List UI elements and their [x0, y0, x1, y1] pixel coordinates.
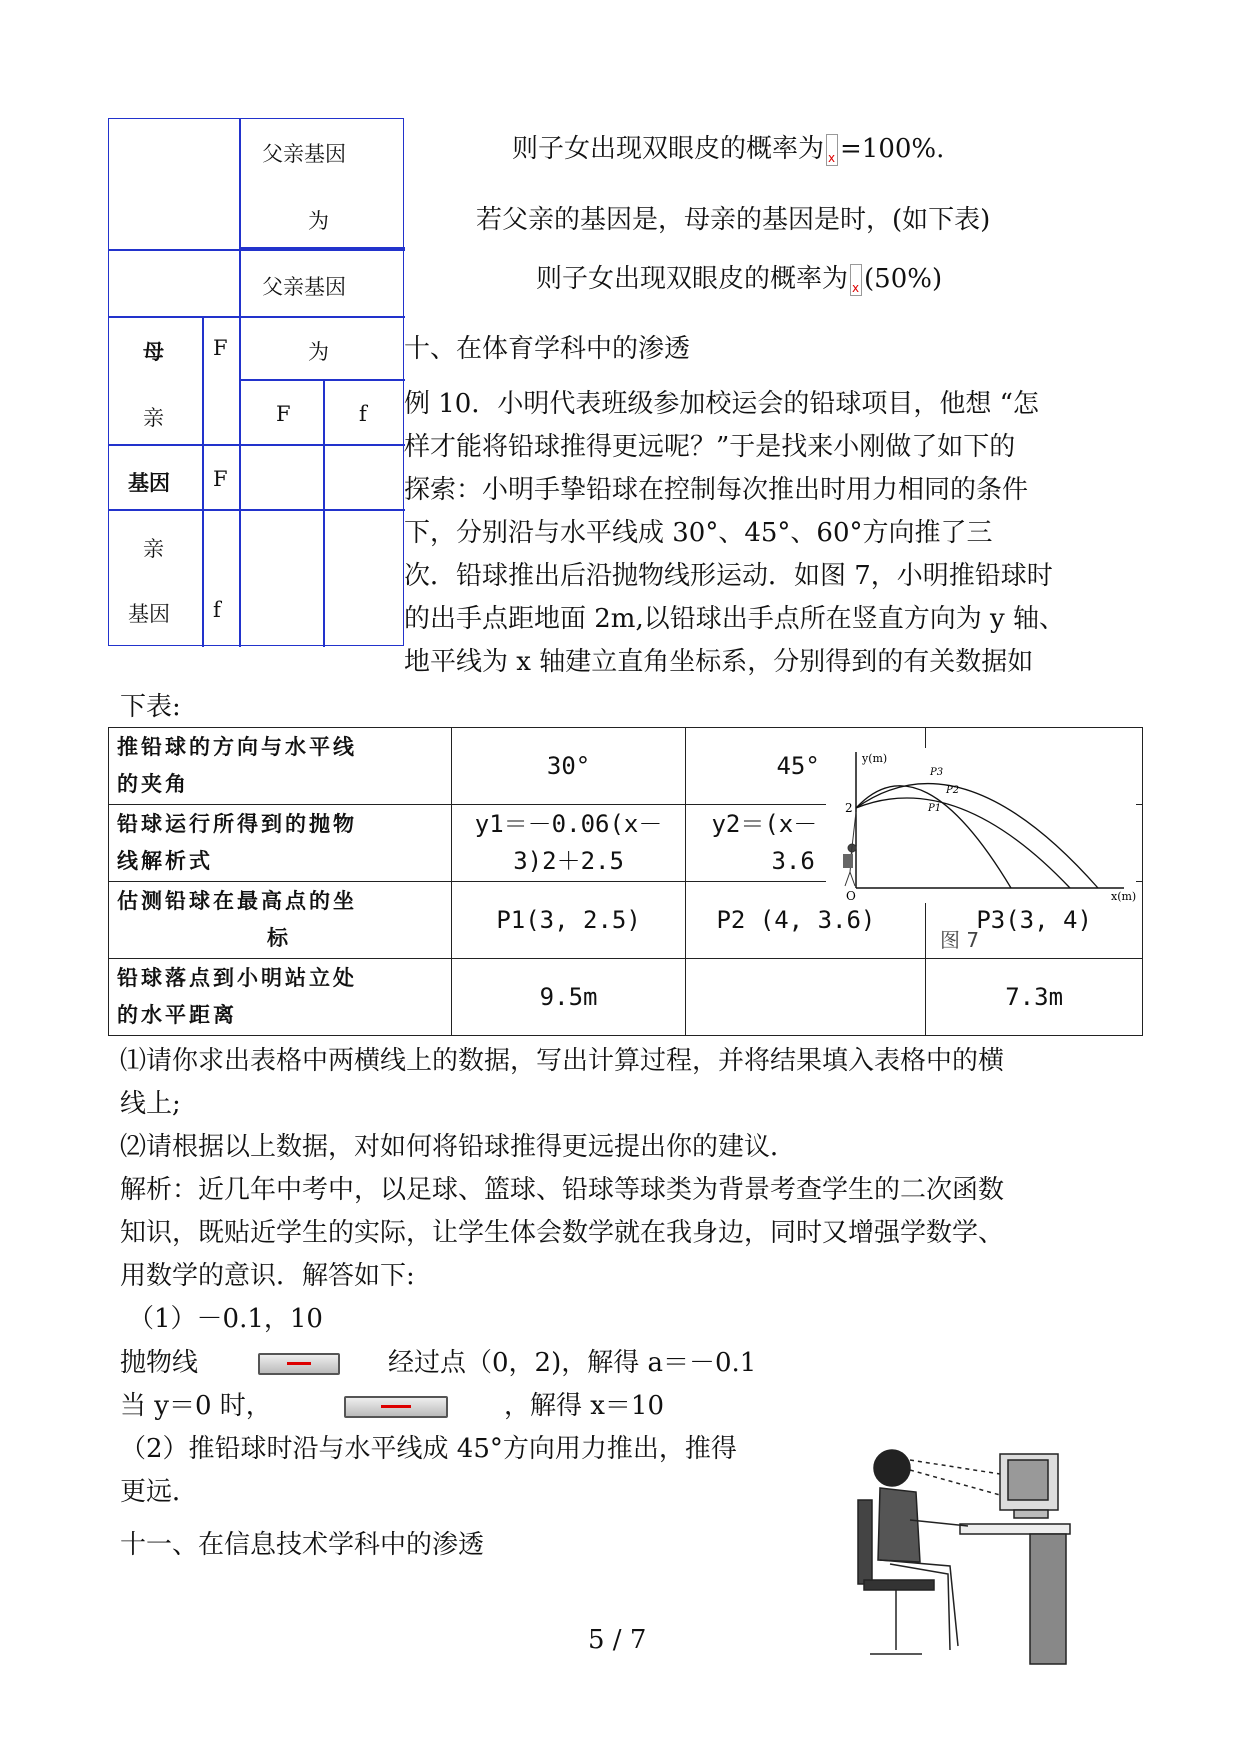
cell [686, 959, 926, 1036]
mother-label-3: 基因 [128, 471, 170, 495]
parabola-label: 抛物线 [120, 1348, 199, 1378]
cell: P3(3, 4) [926, 882, 1143, 959]
gene-table [108, 118, 404, 646]
cell: y2＝(x－ 3.6 [686, 805, 926, 882]
cell: P1(3, 2.5) [451, 882, 686, 959]
father-gene-header-2-suffix: 为 [308, 340, 329, 364]
cell: 30° [451, 728, 686, 805]
example-line: 的出手点距地面 2m,以铅球出手点所在竖直方向为 y 轴、 [404, 604, 1065, 634]
page-number: 5 / 7 [588, 1625, 647, 1655]
y-axis-label: y(m) [862, 752, 888, 765]
parent-genes-line: 若父亲的基因是，母亲的基因是时，(如下表) [476, 205, 991, 235]
probability-line-1-value: =100%. [840, 134, 945, 164]
probability-line-2 [536, 262, 942, 296]
example-10-text [404, 383, 1144, 684]
parabola-result: 经过点（0，2)，解得 a＝－0.1 [388, 1348, 757, 1378]
mother-label-5: 基因 [128, 602, 170, 626]
point-label: P2 [946, 785, 960, 796]
probability-line-1 [512, 132, 944, 166]
figure-7-parabolas [826, 748, 1136, 903]
row-label: 铅球运行所得到的抛物 线解析式 [109, 805, 452, 882]
section-11-title: 十一、在信息技术学科中的渗透 [120, 1530, 485, 1560]
row-label: 推铅球的方向与水平线 的夹角 [109, 728, 452, 805]
answer-2: （2）推铅球时沿与水平线成 45°方向用力推出，推得 [120, 1434, 737, 1464]
father-allele-F: F [276, 402, 291, 426]
question-2: ⑵请根据以上数据，对如何将铅球推得更远提出你的建议． [120, 1132, 797, 1162]
start-height-label: 2 [845, 801, 853, 815]
point-label: P1 [928, 803, 942, 814]
row-label: 铅球落点到小明站立处 的水平距离 [109, 959, 452, 1036]
figure-background [826, 748, 1136, 903]
formula-image-icon [258, 1353, 340, 1375]
formula-image-icon [344, 1396, 448, 1418]
example-line: 地平线为 x 轴建立直角坐标系，分别得到的有关数据如 [404, 647, 1034, 677]
probability-line-2-text: 则子女出现双眼皮的概率为 [536, 264, 849, 294]
father-gene-header: 父亲基因 [262, 142, 346, 166]
father-gene-header-suffix: 为 [308, 209, 329, 233]
mother-allele-1: F [213, 336, 228, 360]
person-head-icon [874, 1450, 910, 1486]
example-line: 探索：小明手挚铅球在控制每次推出时用力相同的条件 [404, 475, 1029, 505]
mother-label-1: 母 [143, 340, 164, 364]
origin-label: O [846, 889, 856, 903]
figure-caption: 图 7 [940, 928, 980, 952]
mother-label-4: 亲 [143, 537, 164, 561]
answer-2-cont: 更远． [120, 1477, 199, 1507]
mother-label-2: 亲 [143, 406, 164, 430]
probability-line-1-text: 则子女出现双眼皮的概率为 [512, 134, 825, 164]
probability-line-2-value: (50%) [864, 264, 943, 294]
table-lead: 下表: [120, 692, 181, 722]
when-y-zero: 当 y＝0 时， [120, 1391, 272, 1421]
mother-allele-3: f [213, 598, 221, 622]
example-line: 样才能将铅球推得更远呢？”于是找来小刚做了如下的 [404, 432, 1016, 462]
cell: P2 (4, 3.6) [686, 882, 926, 959]
table-row [109, 959, 1143, 1036]
father-allele-f: f [359, 402, 367, 426]
cell: 9.5m [451, 959, 686, 1036]
x-result: ，解得 x＝10 [504, 1391, 665, 1421]
analysis-line: 用数学的意识．解答如下: [120, 1261, 415, 1291]
question-1-cont: 线上; [120, 1089, 181, 1119]
cell: y1＝－0.06(x－ 3)2＋2.5 [451, 805, 686, 882]
mother-allele-2: F [213, 467, 228, 491]
questions-block [120, 1040, 1140, 1341]
example-line: 次．铅球推出后沿抛物线形运动．如图 7，小明推铅球时 [404, 561, 1053, 591]
section-10-title: 十、在体育学科中的渗透 [404, 334, 691, 364]
computer-user-illustration [850, 1440, 1090, 1680]
answer-1: （1）－0.1，10 [128, 1304, 323, 1334]
x-axis-label: x(m) [1111, 890, 1136, 903]
desk-icon [960, 1524, 1070, 1534]
broken-image-icon [826, 134, 838, 166]
cell: 7.3m [926, 959, 1143, 1036]
analysis-line: 解析：近几年中考中，以足球、篮球、铅球等球类为背景考查学生的二次函数 [120, 1175, 1005, 1205]
example-line: 例 10．小明代表班级参加校运会的铅球项目，他想 “怎 [404, 389, 1039, 419]
point-label: P3 [930, 767, 944, 778]
broken-image-icon [850, 264, 862, 296]
father-gene-header-2: 父亲基因 [262, 275, 346, 299]
chair-icon [858, 1500, 872, 1584]
question-1: ⑴请你求出表格中两横线上的数据，写出计算过程，并将结果填入表格中的横 [120, 1046, 1005, 1076]
row-label: 估测铅球在最高点的坐 标 [109, 882, 452, 959]
cell: 45° [686, 728, 926, 805]
example-line: 下，分别沿与水平线成 30°、45°、60°方向推了三 [404, 518, 993, 548]
analysis-line: 知识，既贴近学生的实际，让学生体会数学就在我身边，同时又增强学数学、 [120, 1218, 1005, 1248]
